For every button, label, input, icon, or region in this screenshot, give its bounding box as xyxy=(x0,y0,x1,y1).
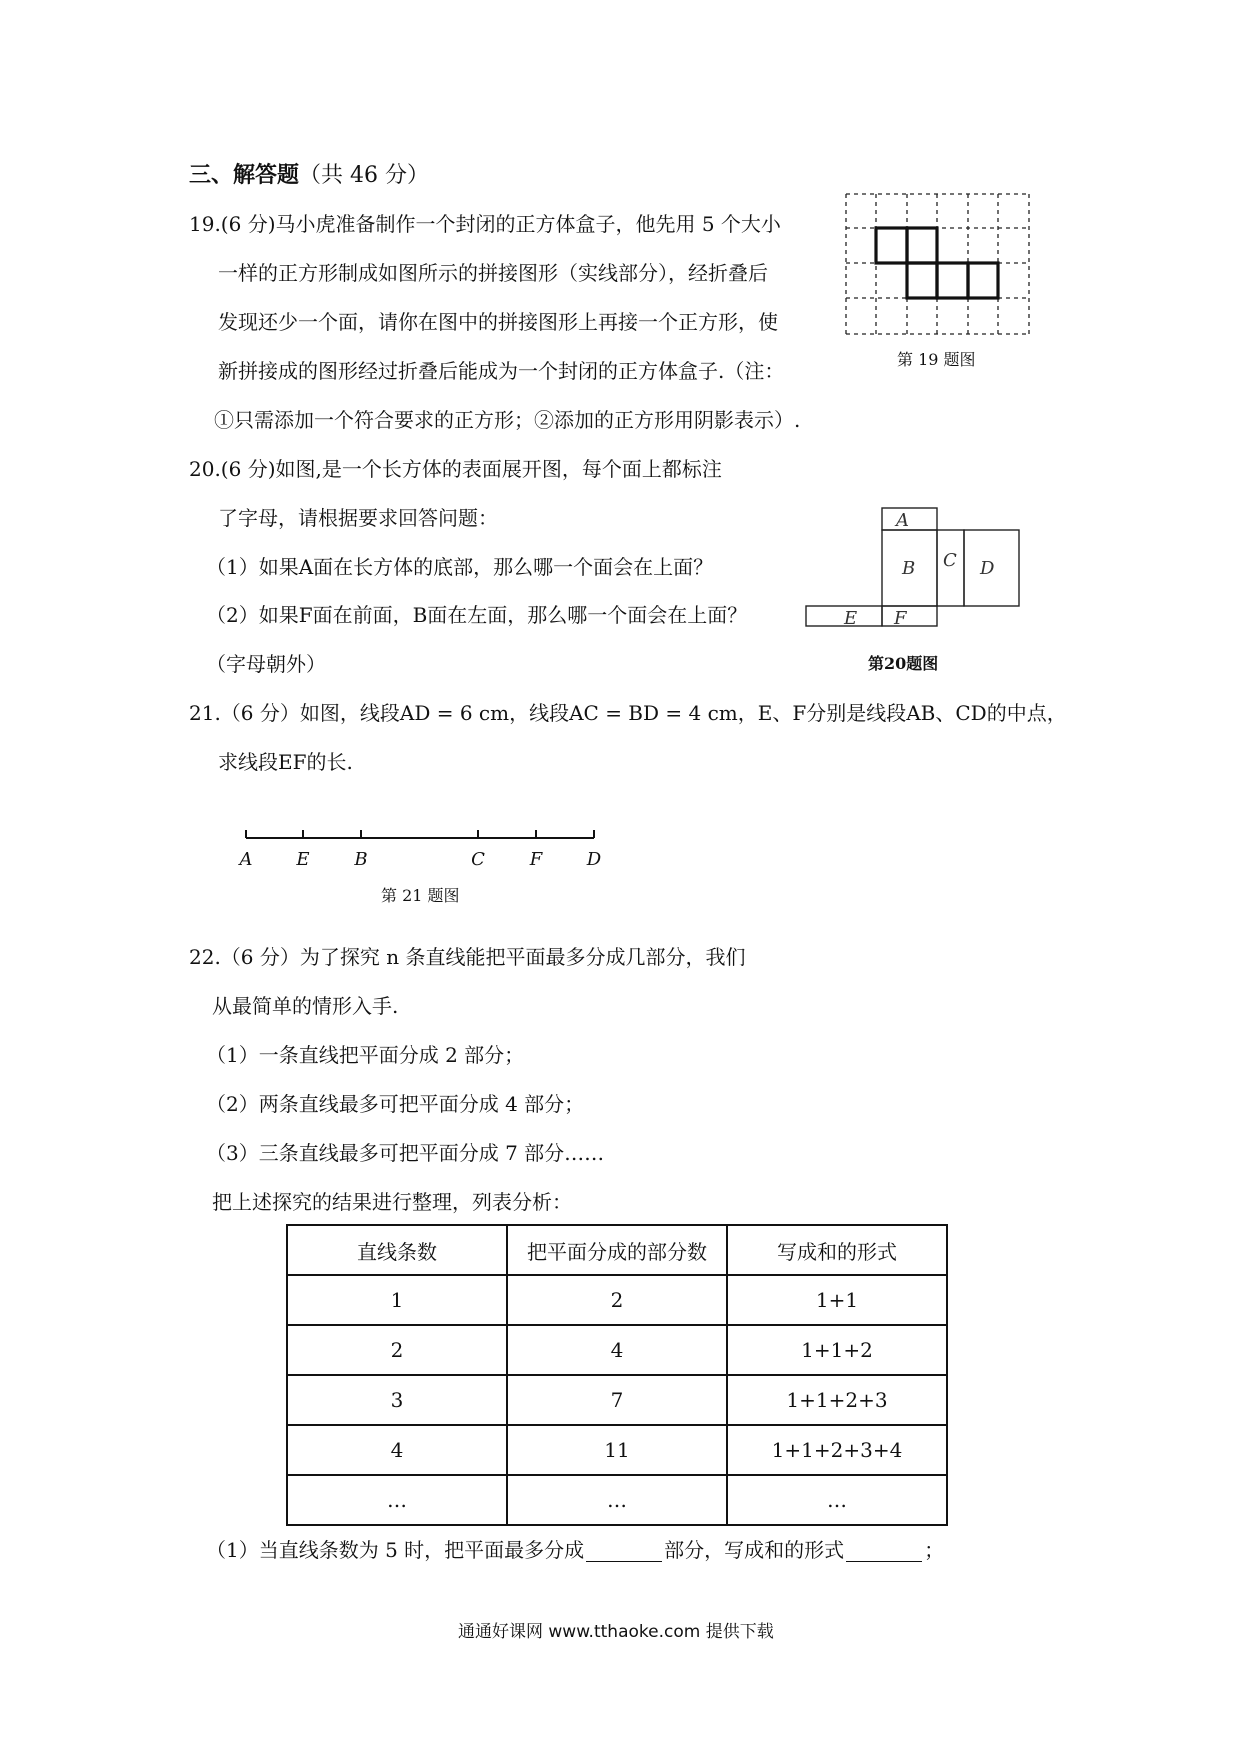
section-title: 三、解答题 xyxy=(189,162,300,188)
table-cell: 1+1+2+3+4 xyxy=(727,1425,947,1475)
page-footer: 通通好课网 www.tthaoke.com 提供下载 xyxy=(458,1622,774,1642)
q19-line-1: 19.(6 分)马小虎准备制作一个封闭的正方体盒子，他先用 5 个大小 xyxy=(189,212,781,236)
q22-sub1 xyxy=(206,1538,944,1562)
table-header: 写成和的形式 xyxy=(727,1225,947,1275)
answer-blank-sum-form[interactable] xyxy=(846,1541,922,1562)
point-c-label: C xyxy=(471,849,485,870)
answer-blank-parts[interactable] xyxy=(586,1541,662,1562)
table-row xyxy=(287,1275,947,1325)
q22-line-5: （3）三条直线最多可把平面分成 7 部分…… xyxy=(206,1141,605,1165)
face-a-label: A xyxy=(896,510,909,531)
q20-line-5: （字母朝外） xyxy=(206,652,326,676)
table-cell: 11 xyxy=(507,1425,727,1475)
table-cell: 1+1+2 xyxy=(727,1325,947,1375)
q22-line-2: 从最简单的情形入手. xyxy=(212,994,399,1018)
q19-line-4: 新拼接成的图形经过折叠后能成为一个封闭的正方体盒子.（注： xyxy=(218,359,785,383)
table-row xyxy=(287,1475,947,1525)
q22-line-4: （2）两条直线最多可把平面分成 4 部分； xyxy=(206,1092,585,1116)
q19-line-5: ①只需添加一个符合要求的正方形；②添加的正方形用阴影表示）. xyxy=(214,408,801,432)
q20-line-1: 20.(6 分)如图,是一个长方体的表面展开图，每个面上都标注 xyxy=(189,457,722,481)
table-cell: 1+1+2+3 xyxy=(727,1375,947,1425)
q22-table xyxy=(286,1224,948,1526)
q20-caption: 第20题图 xyxy=(868,654,939,673)
q19-net-squares xyxy=(876,228,998,298)
face-d-label: D xyxy=(980,558,995,579)
table-row xyxy=(287,1425,947,1475)
table-cell: 4 xyxy=(507,1325,727,1375)
q20-net-figure xyxy=(800,500,1030,635)
table-cell: 7 xyxy=(507,1375,727,1425)
table-cell: 2 xyxy=(287,1325,507,1375)
point-a-label: A xyxy=(239,849,253,870)
q20-line-2: 了字母，请根据要求回答问题： xyxy=(218,506,498,530)
table-row xyxy=(287,1325,947,1375)
point-f-label: F xyxy=(529,849,543,870)
section-points: （共 46 分） xyxy=(299,163,429,188)
face-b-label: B xyxy=(902,558,916,579)
face-f-label: F xyxy=(894,608,907,629)
point-d-label: D xyxy=(586,849,602,870)
table-cell: 4 xyxy=(287,1425,507,1475)
face-c-label: C xyxy=(943,550,957,571)
q22-line-6: 把上述探究的结果进行整理，列表分析： xyxy=(212,1190,572,1214)
q21-segment-figure xyxy=(230,820,610,870)
table-cell: … xyxy=(287,1475,507,1525)
q22-sub1-text-a: （1）当直线条数为 5 时，把平面最多分成 xyxy=(206,1538,585,1562)
table-header-row xyxy=(287,1225,947,1275)
q21-caption: 第 21 题图 xyxy=(381,886,460,905)
table-header: 直线条数 xyxy=(287,1225,507,1275)
q22-line-3: （1）一条直线把平面分成 2 部分； xyxy=(206,1043,525,1067)
point-b-label: B xyxy=(354,849,368,870)
q21-line-2: 求线段EF的长. xyxy=(218,750,353,774)
section-heading xyxy=(189,163,429,188)
q19-caption: 第 19 题图 xyxy=(897,350,976,369)
q19-line-2: 一样的正方形制成如图所示的拼接图形（实线部分），经折叠后 xyxy=(218,261,768,285)
q19-grid-figure xyxy=(840,190,1040,340)
q20-line-3: （1）如果A面在长方体的底部，那么哪一个面会在上面？ xyxy=(206,555,714,579)
table-cell: 2 xyxy=(507,1275,727,1325)
table-header: 把平面分成的部分数 xyxy=(507,1225,727,1275)
face-e-label: E xyxy=(844,608,858,629)
table-cell: … xyxy=(507,1475,727,1525)
q22-sub1-text-c: ； xyxy=(924,1538,945,1562)
table-cell: 1+1 xyxy=(727,1275,947,1325)
table-cell: 3 xyxy=(287,1375,507,1425)
point-e-label: E xyxy=(296,849,310,870)
table-cell: … xyxy=(727,1475,947,1525)
q19-line-3: 发现还少一个面，请你在图中的拼接图形上再接一个正方形，使 xyxy=(218,310,778,334)
q21-line-1: 21.（6 分）如图，线段AD = 6 cm，线段AC = BD = 4 cm，E、F分别是线段AB、CD的中点， xyxy=(189,701,1067,725)
table-row xyxy=(287,1375,947,1425)
q20-line-4: （2）如果F面在前面，B面在左面，那么哪一个面会在上面？ xyxy=(206,603,748,627)
q22-line-1: 22.（6 分）为了探究 n 条直线能把平面最多分成几部分，我们 xyxy=(189,945,746,969)
q22-sub1-text-b: 部分，写成和的形式 xyxy=(664,1538,845,1562)
table-cell: 1 xyxy=(287,1275,507,1325)
